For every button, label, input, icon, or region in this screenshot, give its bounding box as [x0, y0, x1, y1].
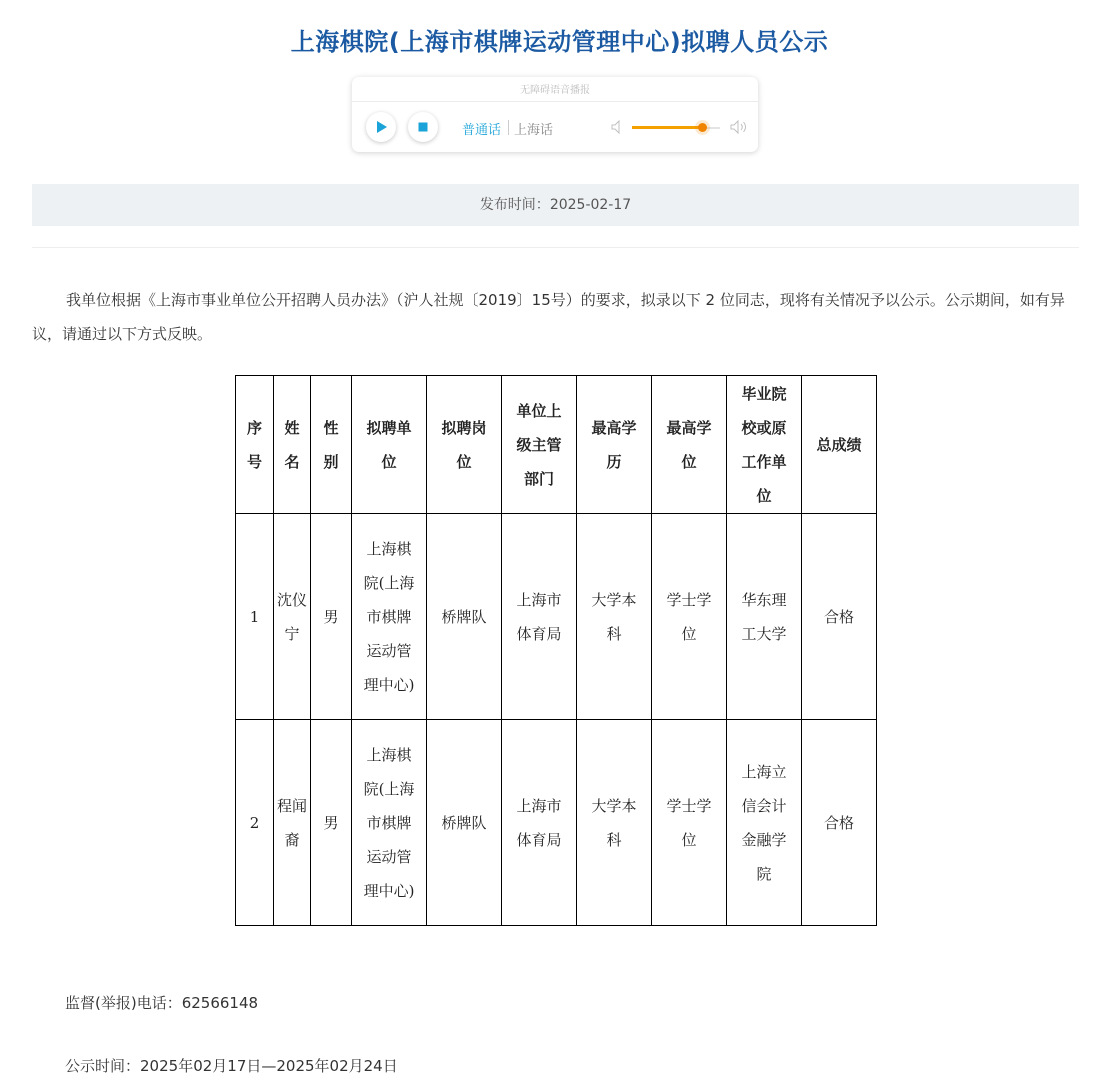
voice-broadcast-player [352, 77, 758, 152]
play-icon [366, 112, 396, 142]
header-cell: 总成绩 [802, 376, 877, 514]
table-cell: 2 [236, 720, 274, 926]
volume-low-icon [610, 119, 624, 135]
phone-number: 62566148 [181, 994, 259, 1012]
player-divider [352, 101, 758, 102]
period-label: 公示时间： [65, 1057, 141, 1075]
stop-button[interactable] [408, 112, 438, 142]
volume-high-icon [729, 119, 749, 135]
lang-divider [508, 120, 509, 135]
header-cell: 毕业院校或原工作单位 [727, 376, 802, 514]
phone-label: 监督(举报)电话： [65, 994, 182, 1012]
header-cell: 最高学位 [652, 376, 727, 514]
table-row [236, 514, 877, 720]
header-cell: 拟聘岗位 [427, 376, 502, 514]
player-caption: 无障碍语音播报 [520, 85, 590, 96]
table-cell: 上海棋院(上海市棋牌运动管理中心) [352, 720, 427, 926]
volume-slider-fill [632, 126, 702, 129]
table-cell: 大学本科 [577, 514, 652, 720]
table-cell: 学士学位 [652, 514, 727, 720]
table-header-row [236, 376, 877, 514]
lang-shanghai-button[interactable]: 上海话 [514, 123, 554, 138]
page-title: 上海棋院(上海市棋牌运动管理中心)拟聘人员公示 [290, 28, 829, 56]
header-cell: 姓名 [274, 376, 311, 514]
lang-mandarin-button[interactable]: 普通话 [462, 123, 502, 138]
table-cell: 学士学位 [652, 720, 727, 926]
header-cell: 性别 [311, 376, 352, 514]
publish-date: 2025-02-17 [549, 197, 632, 213]
table-cell: 程闻裔 [274, 720, 311, 926]
intro-paragraph: 我单位根据《上海市事业单位公开招聘人员办法》（沪人社规〔2019〕15号）的要求，拟录以下 2 位同志，现将有关情况予以公示。公示期间，如有异议，请通过以下方式反映。 [32, 291, 1065, 343]
header-cell: 单位上级主管部门 [502, 376, 577, 514]
table-cell: 上海市体育局 [502, 514, 577, 720]
table-cell: 桥牌队 [427, 514, 502, 720]
table-cell: 上海立信会计金融学院 [727, 720, 802, 926]
publish-time-label: 发布时间： [479, 197, 550, 213]
header-cell: 序号 [236, 376, 274, 514]
period-dates: 2025年02月17日—2025年02月24日 [140, 1057, 398, 1075]
table-cell: 大学本科 [577, 720, 652, 926]
publish-time-bar [32, 184, 1079, 226]
table-cell: 桥牌队 [427, 720, 502, 926]
table-cell: 男 [311, 720, 352, 926]
table-cell: 男 [311, 514, 352, 720]
candidates-table [235, 375, 877, 926]
table-cell: 合格 [802, 514, 877, 720]
table-cell: 沈仪宁 [274, 514, 311, 720]
table-cell: 上海棋院(上海市棋牌运动管理中心) [352, 514, 427, 720]
play-button[interactable] [366, 112, 396, 142]
volume-slider-handle[interactable] [698, 123, 707, 132]
stop-icon [408, 112, 438, 142]
header-cell: 最高学历 [577, 376, 652, 514]
supervision-phone [65, 992, 258, 1013]
header-cell: 拟聘单位 [352, 376, 427, 514]
table-cell: 华东理工大学 [727, 514, 802, 720]
divider [32, 247, 1079, 248]
table-cell: 合格 [802, 720, 877, 926]
table-row [236, 720, 877, 926]
table-cell: 上海市体育局 [502, 720, 577, 926]
publicity-period [65, 1055, 398, 1076]
table-cell: 1 [236, 514, 274, 720]
